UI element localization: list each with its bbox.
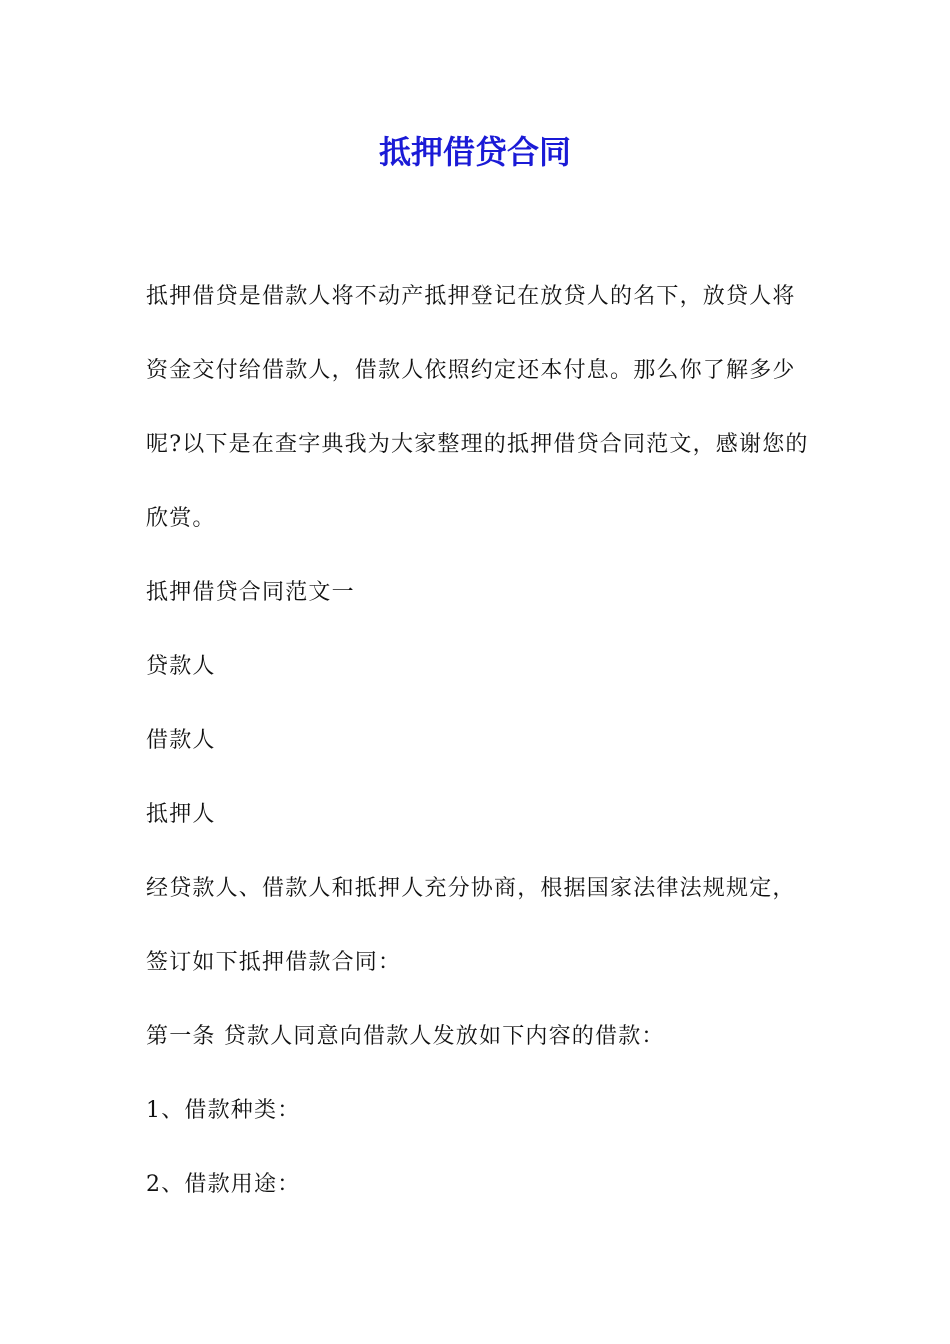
party-borrower: 借款人 — [146, 728, 216, 753]
article-one: 第一条 贷款人同意向借款人发放如下内容的借款： — [146, 1024, 665, 1049]
agreement-preamble: 经贷款人、借款人和抵押人充分协商，根据国家法律法规规定，签订如下抵押借款合同： — [146, 876, 796, 975]
party-lender: 贷款人 — [146, 654, 216, 679]
document-title: 抵押借贷合同 — [378, 133, 571, 171]
party-mortgagor: 抵押人 — [146, 802, 216, 827]
section-heading: 抵押借贷合同范文一 — [146, 580, 355, 605]
document-body — [146, 260, 812, 1222]
loan-purpose-item: 2、借款用途： — [146, 1172, 301, 1197]
loan-type-item: 1、借款种类： — [146, 1098, 301, 1123]
intro-paragraph: 抵押借贷是借款人将不动产抵押登记在放贷人的名下，放贷人将资金交付给借款人，借款人依照约定还本付息。那么你了解多少呢?以下是在查字典我为大家整理的抵押借贷合同范文，感谢您的欣赏。 — [146, 284, 809, 531]
